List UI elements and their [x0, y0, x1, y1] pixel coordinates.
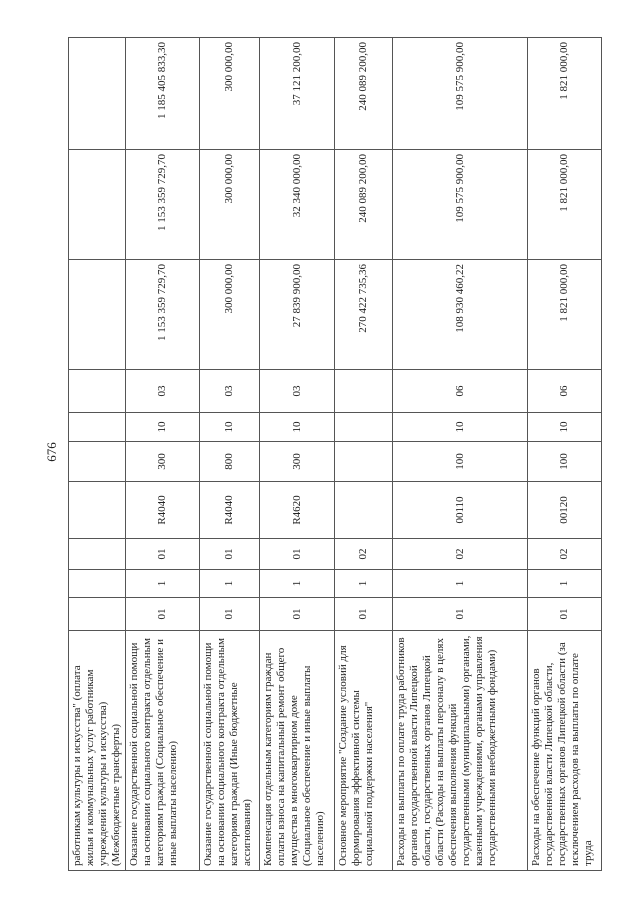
- amount-year-3: 37 121 200,00: [260, 38, 335, 150]
- code-subsection: 06: [393, 370, 528, 413]
- code-direction: R4620: [260, 482, 335, 539]
- budget-table: [68, 37, 602, 871]
- amount-year-1: 27 839 900,00: [260, 260, 335, 370]
- code-program: 01: [528, 598, 602, 631]
- code-event: 02: [335, 539, 393, 570]
- code-section: 10: [528, 413, 602, 442]
- code-subprogram: 1: [126, 570, 200, 598]
- code-direction: R4040: [126, 482, 200, 539]
- table-row: [393, 38, 528, 871]
- code-section: 10: [126, 413, 200, 442]
- amount-year-1: 108 930 460,22: [393, 260, 528, 370]
- amount-year-2: 1 153 359 729,70: [126, 150, 200, 260]
- table-row: [126, 38, 200, 871]
- amount-year-3: 109 575 900,00: [393, 38, 528, 150]
- code-program: 01: [393, 598, 528, 631]
- code-subprogram: 1: [335, 570, 393, 598]
- code-expense-type: 300: [260, 442, 335, 482]
- code-event: 01: [260, 539, 335, 570]
- code-expense-type: 800: [200, 442, 260, 482]
- amount-year-2: [69, 150, 126, 260]
- amount-year-2: 1 821 000,00: [528, 150, 602, 260]
- rotated-table-area: [68, 38, 596, 871]
- code-event: 01: [126, 539, 200, 570]
- code-program: 01: [200, 598, 260, 631]
- table-row: [528, 38, 602, 871]
- amount-year-1: [69, 260, 126, 370]
- amount-year-1: 270 422 735,36: [335, 260, 393, 370]
- code-direction: R4040: [200, 482, 260, 539]
- code-direction: 00110: [393, 482, 528, 539]
- code-direction: 00120: [528, 482, 602, 539]
- amount-year-2: 109 575 900,00: [393, 150, 528, 260]
- budget-table-sheet: [68, 38, 596, 871]
- amount-year-3: 240 089 200,00: [335, 38, 393, 150]
- amount-year-2: 32 340 000,00: [260, 150, 335, 260]
- code-direction: [69, 482, 126, 539]
- row-name: Оказание государственной социальной помощи на основании социального контракта отдельным категориям граждан (Социальное обеспечение и иные выплаты населению): [126, 631, 200, 871]
- table-row: [69, 38, 126, 871]
- code-event: 02: [528, 539, 602, 570]
- code-program: 01: [260, 598, 335, 631]
- code-subprogram: 1: [200, 570, 260, 598]
- code-subprogram: [69, 570, 126, 598]
- code-program: 01: [126, 598, 200, 631]
- amount-year-1: 1 153 359 729,70: [126, 260, 200, 370]
- code-subsection: 03: [126, 370, 200, 413]
- code-section: [335, 413, 393, 442]
- row-name: Расходы на выплаты по оплате труда работников органов государственной власти Липецкой области, государственных органов Липецкой области (Расходы на выплаты персоналу в целях обеспечения выполнения функций государственными (муниципальными) органами, казенными учреждениями, органами управления государственными внебюджетными фондами): [393, 631, 528, 871]
- code-program: [69, 598, 126, 631]
- table-row: [260, 38, 335, 871]
- amount-year-3: 1 185 405 833,30: [126, 38, 200, 150]
- code-subprogram: 1: [528, 570, 602, 598]
- code-expense-type: 100: [393, 442, 528, 482]
- code-subsection: [69, 370, 126, 413]
- table-row: [200, 38, 260, 871]
- amount-year-1: 300 000,00: [200, 260, 260, 370]
- amount-year-1: 1 821 000,00: [528, 260, 602, 370]
- code-subsection: 03: [200, 370, 260, 413]
- code-event: 01: [200, 539, 260, 570]
- row-name: работникам культуры и искусства" (оплата жилья и коммунальных услуг работникам учреждений культуры и искусства) (Межбюджетные трансферты): [69, 631, 126, 871]
- row-name: Оказание государственной социальной помощи на основании социального контракта отдельным категориям граждан (Иные бюджетные ассигнования): [200, 631, 260, 871]
- row-name: Компенсация отдельным категориям граждан оплаты взноса на капитальный ремонт общего имущества в многоквартирном доме (Социальное обеспечение и иные выплаты населению): [260, 631, 335, 871]
- code-subsection: 06: [528, 370, 602, 413]
- code-subprogram: 1: [260, 570, 335, 598]
- amount-year-3: [69, 38, 126, 150]
- code-section: 10: [200, 413, 260, 442]
- code-section: 10: [393, 413, 528, 442]
- code-subsection: [335, 370, 393, 413]
- code-direction: [335, 482, 393, 539]
- amount-year-2: 300 000,00: [200, 150, 260, 260]
- amount-year-3: 1 821 000,00: [528, 38, 602, 150]
- code-expense-type: [335, 442, 393, 482]
- code-expense-type: 300: [126, 442, 200, 482]
- amount-year-2: 240 089 200,00: [335, 150, 393, 260]
- code-expense-type: [69, 442, 126, 482]
- amount-year-3: 300 000,00: [200, 38, 260, 150]
- code-event: [69, 539, 126, 570]
- code-subsection: 03: [260, 370, 335, 413]
- code-program: 01: [335, 598, 393, 631]
- code-event: 02: [393, 539, 528, 570]
- table-row: [335, 38, 393, 871]
- code-subprogram: 1: [393, 570, 528, 598]
- row-name: Основное мероприятие "Создание условий для формирования эффективной системы социальной поддержки населения": [335, 631, 393, 871]
- code-section: 10: [260, 413, 335, 442]
- code-expense-type: 100: [528, 442, 602, 482]
- code-section: [69, 413, 126, 442]
- row-name: Расходы на обеспечение функций органов государственной власти Липецкой области, государственных органов Липецкой области (за исключением расходов на выплаты по оплате труда: [528, 631, 602, 871]
